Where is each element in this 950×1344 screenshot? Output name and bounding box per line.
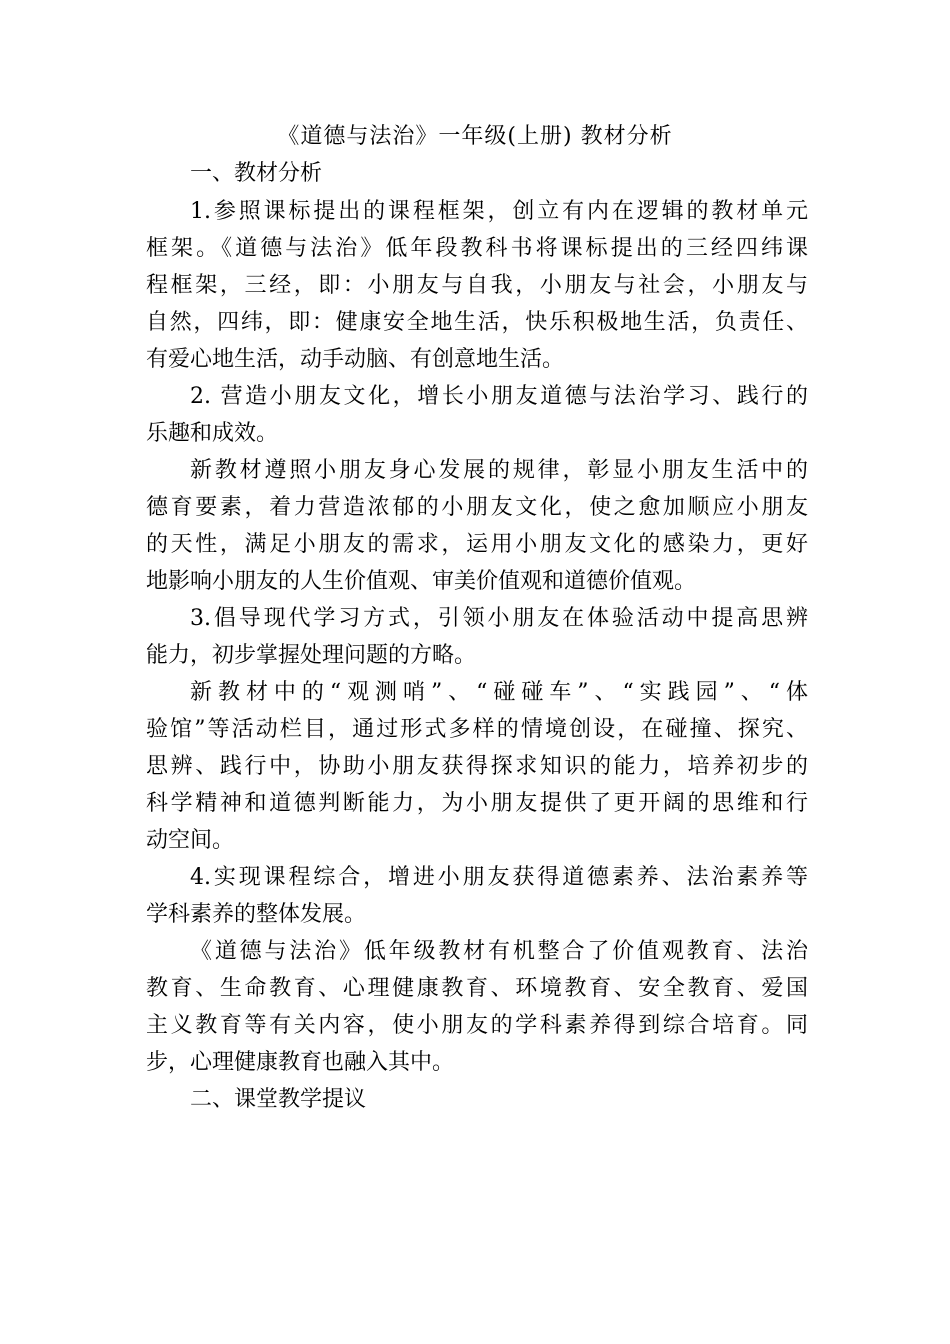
paragraph-line: 1.参照课标提出的课程框架，创立有内在逻辑的教材单元 xyxy=(190,199,808,224)
paragraph-line: 主义教育等有关内容，使小朋友的学科素养得到综合培育。同 xyxy=(146,1013,808,1038)
paragraph-line: 动空间。 xyxy=(146,828,235,853)
paragraph-line: 的天性，满足小朋友的需求，运用小朋友文化的感染力，更好 xyxy=(146,532,808,557)
paragraph-line: 新教材中的“观测哨”、“碰碰车”、“实践园”、“体 xyxy=(190,680,808,705)
paragraph-line: 能力，初步掌握处理问题的方略。 xyxy=(146,643,477,668)
paragraph-line: 教育、生命教育、心理健康教育、环境教育、安全教育、爱国 xyxy=(146,976,808,1001)
paragraph-line: 学科素养的整体发展。 xyxy=(146,902,367,927)
paragraph-line: 新教材遵照小朋友身心发展的规律，彰显小朋友生活中的 xyxy=(190,458,808,483)
paragraph-line: 乐趣和成效。 xyxy=(146,421,279,446)
paragraph-line: 地影响小朋友的人生价值观、审美价值观和道德价值观。 xyxy=(146,569,697,594)
paragraph-line: 3.倡导现代学习方式，引领小朋友在体验活动中提高思辨 xyxy=(190,606,808,631)
paragraph-line: 验馆”等活动栏目，通过形式多样的情境创设，在碰撞、探究、 xyxy=(146,717,808,742)
section-heading-1: 一、教材分析 xyxy=(190,161,323,186)
paragraph-line: 思辨、践行中，协助小朋友获得探求知识的能力，培养初步的 xyxy=(146,754,808,779)
paragraph-line: 自然，四纬，即：健康安全地生活，快乐积极地生活，负责任、 xyxy=(146,310,808,335)
paragraph-line: 德育要素，着力营造浓郁的小朋友文化，使之愈加顺应小朋友 xyxy=(146,495,808,520)
paragraph-line: 程框架，三经，即：小朋友与自我，小朋友与社会，小朋友与 xyxy=(146,273,808,298)
section-heading-2: 二、课堂教学提议 xyxy=(190,1087,367,1112)
paragraph-line: 4.实现课程综合，增进小朋友获得道德素养、法治素养等 xyxy=(190,865,808,890)
paragraph-line: 有爱心地生活，动手动脑、有创意地生活。 xyxy=(146,347,565,372)
paragraph-line: 框架。《道德与法治》低年段教科书将课标提出的三经四纬课 xyxy=(146,236,808,261)
paragraph-line: 2. 营造小朋友文化，增长小朋友道德与法治学习、践行的 xyxy=(190,384,808,409)
paragraph-line: 步，心理健康教育也融入其中。 xyxy=(146,1050,455,1075)
paragraph-line: 科学精神和道德判断能力，为小朋友提供了更开阔的思维和行 xyxy=(146,791,808,816)
paragraph-line: 《道德与法治》低年级教材有机整合了价值观教育、法治 xyxy=(190,939,808,964)
document-title: 《道德与法治》一年级(上册) 教材分析 xyxy=(277,124,673,149)
